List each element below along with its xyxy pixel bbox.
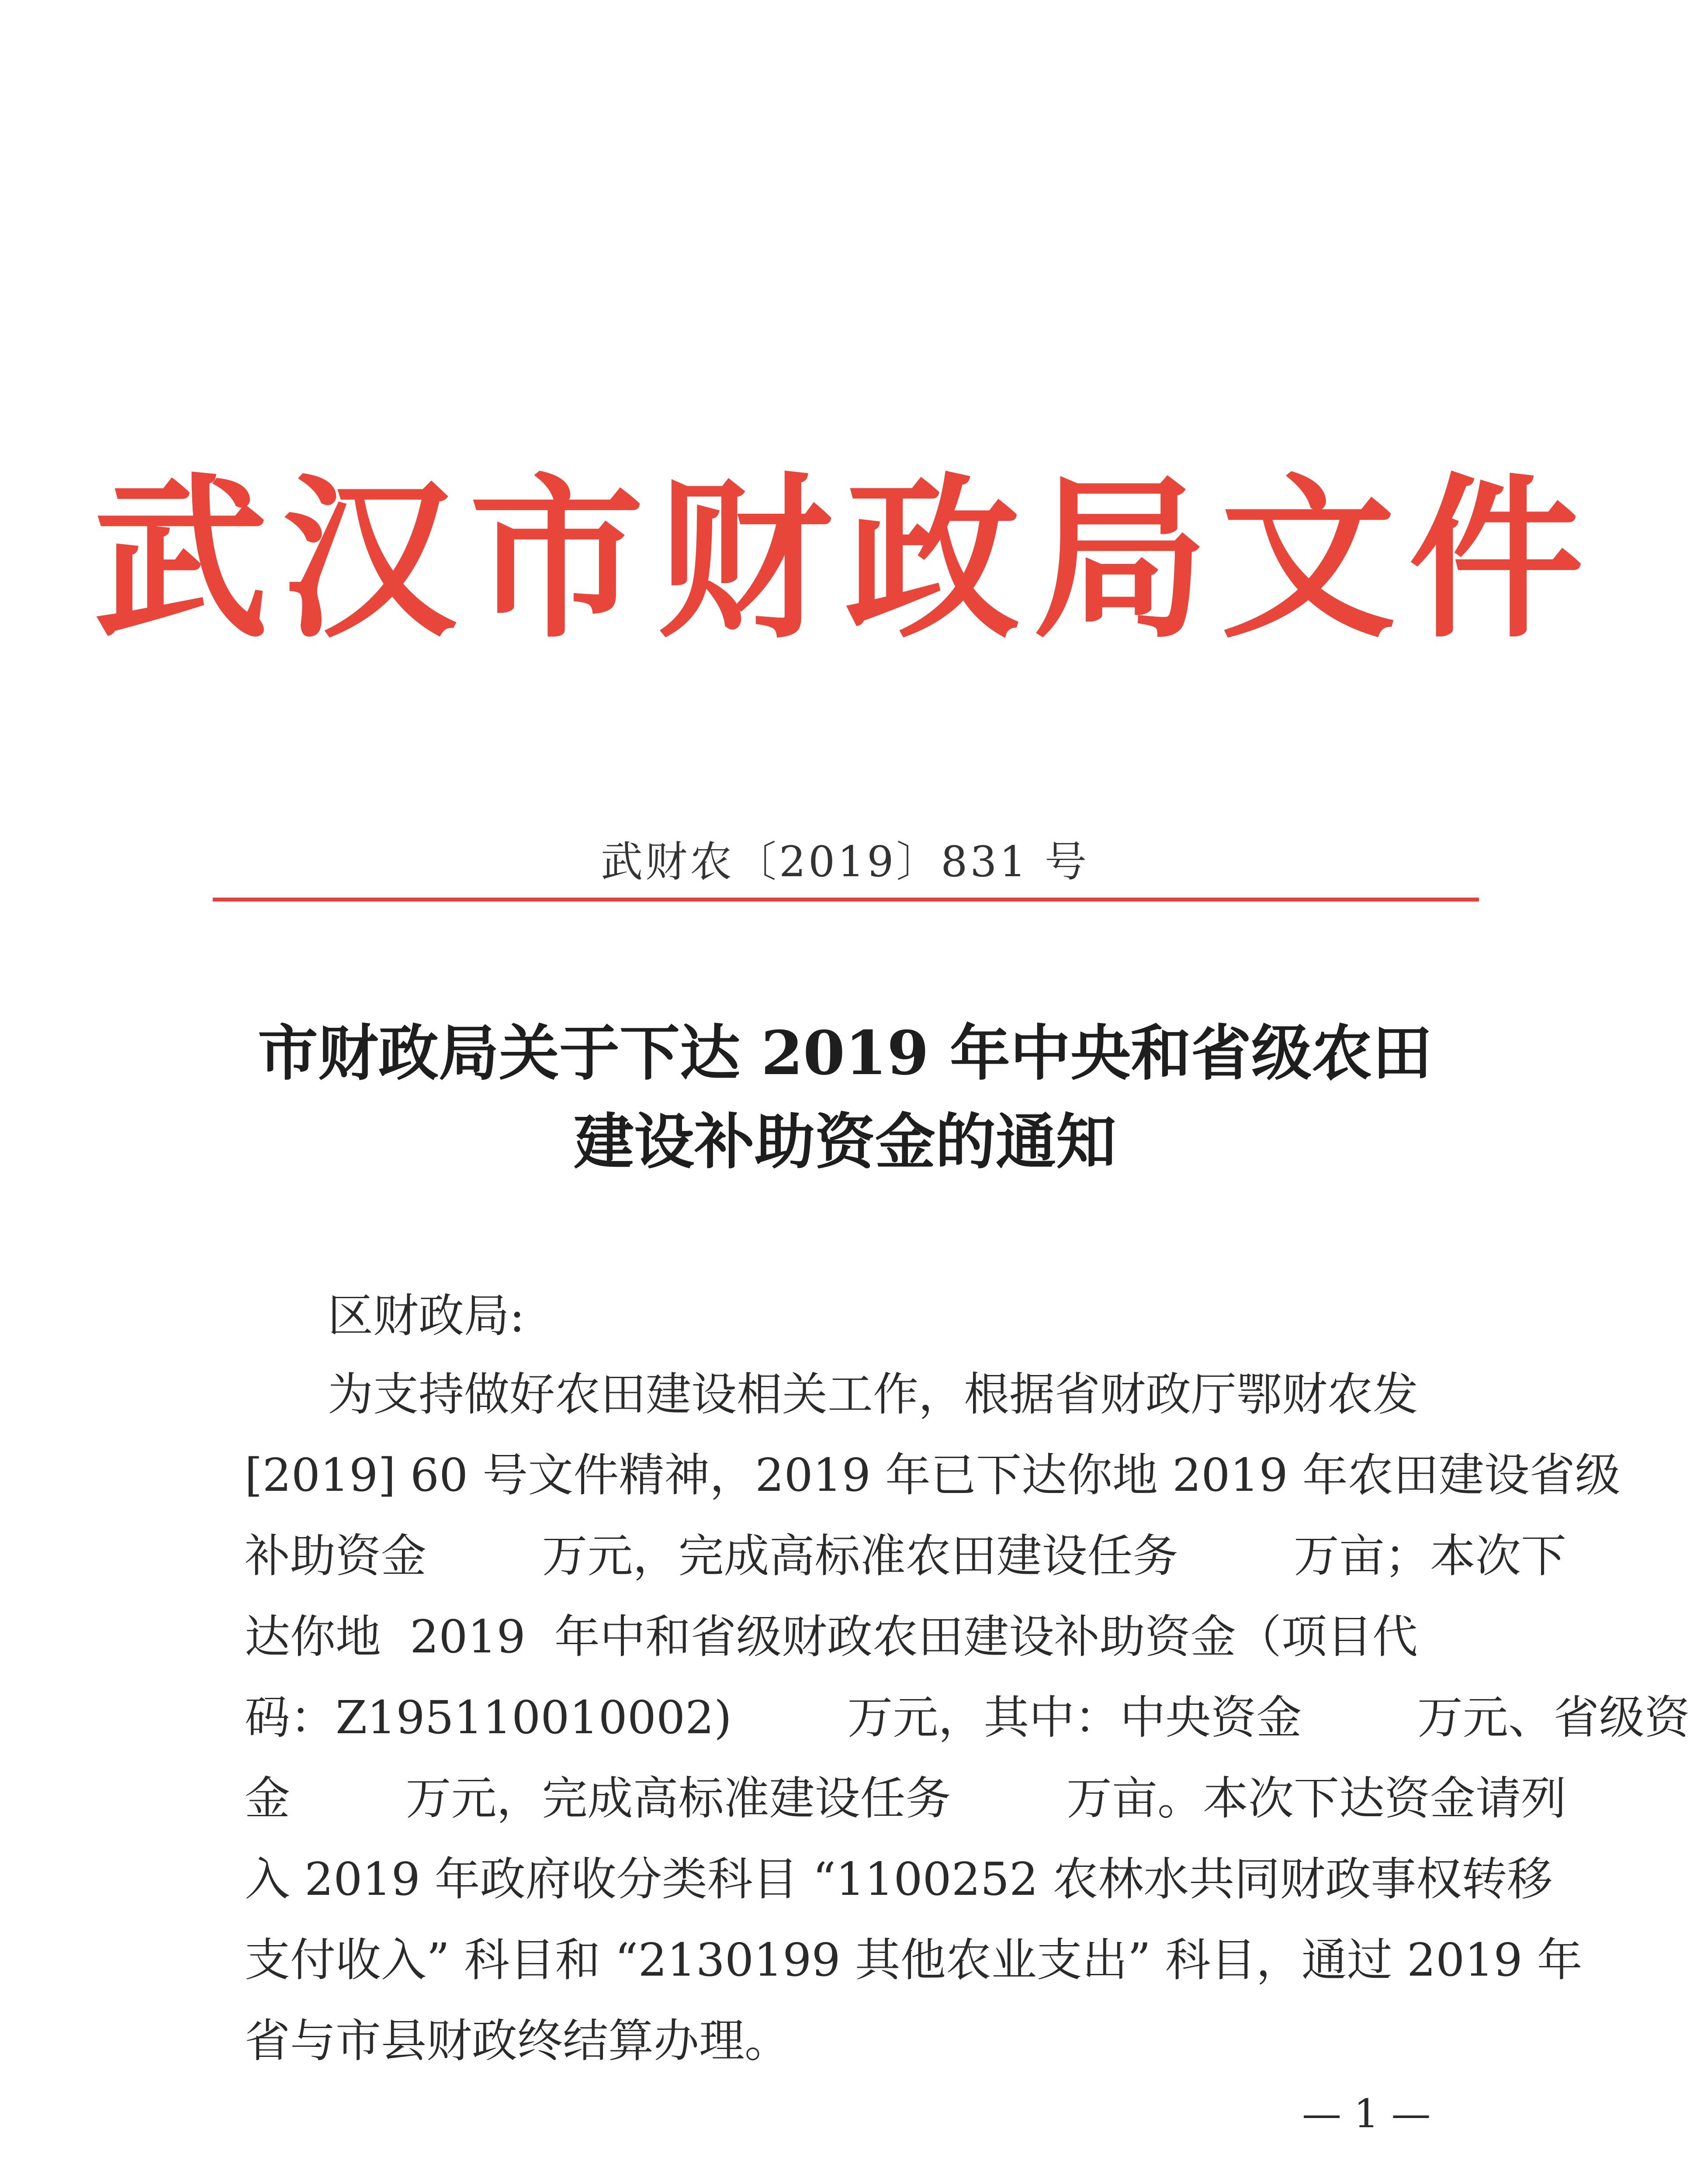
body-line-5: 码：Z195110010002) 万元，其中：中央资金 万元、省级资 (245, 1691, 1690, 1744)
body-line-2: [2019] 60 号文件精神，2019 年已下达你地 2019 年农田建设省级 (245, 1448, 1621, 1502)
body-line-4: 达你地 2019 年中和省级财政农田建设补助资金（项目代 (245, 1610, 1418, 1663)
red-separator-line (213, 898, 1479, 902)
document-number: 武财农〔2019〕831 号 (600, 837, 1090, 886)
body-line-6: 金 万元，完成高标准建设任务 万亩。本次下达资金请列 (245, 1772, 1566, 1825)
body-line-8: 支付收入” 科目和 “2130199 其他农业支出” 科目，通过 2019 年 (245, 1933, 1583, 1987)
body-line-9: 省与市县财政终结算办理。 (245, 2014, 790, 2067)
page-number: — 1 — (1302, 2091, 1431, 2137)
body-line-3: 补助资金 万元，完成高标准农田建设任务 万亩；本次下 (245, 1529, 1566, 1583)
salutation: 区财政局: (328, 1289, 525, 1342)
notice-title-line-2: 建设补助资金的通知 (573, 1106, 1116, 1177)
body-line-1: 为支持做好农田建设相关工作，根据省财政厅鄂财农发 (328, 1368, 1419, 1421)
notice-title-line-1: 市财政局关于下达 2019 年中央和省级农田 (257, 1017, 1433, 1089)
body-line-7: 入 2019 年政府收分类科目 “1100252 农林水共同财政事权转移 (245, 1852, 1553, 1906)
masthead-title: 武汉市财政局文件 (94, 456, 1596, 662)
